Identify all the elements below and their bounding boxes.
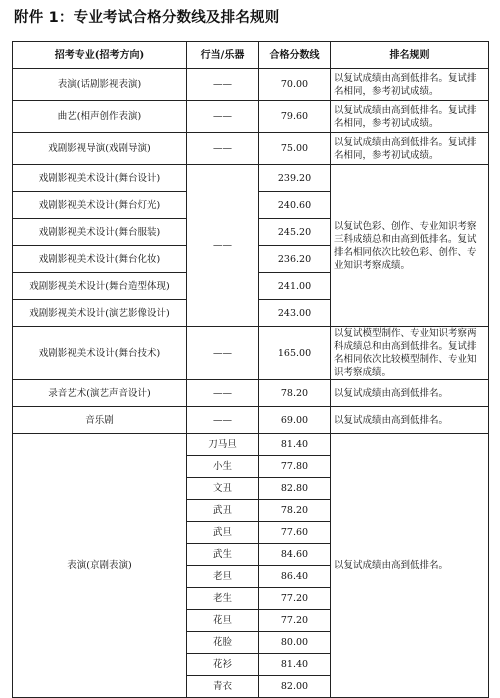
table-row <box>13 101 489 133</box>
major-cell: 表演(京剧表演) <box>13 434 187 698</box>
major-cell: 戏剧影视美术设计(舞台化妆) <box>13 246 187 273</box>
role-cell: 老旦 <box>187 566 259 588</box>
role-cell: —— <box>187 165 259 327</box>
major-cell: 录音艺术(演艺声音设计) <box>13 380 187 407</box>
table-row <box>13 327 489 380</box>
role-cell: 小生 <box>187 456 259 478</box>
major-cell: 戏剧影视美术设计(舞台服装) <box>13 219 187 246</box>
score-cell: 241.00 <box>259 273 331 300</box>
rule-cell: 以复试色彩、创作、专业知识考察三科成绩总和由高到低排名。复试排名相同依次比较色彩、创作、专业知识考察成绩。 <box>331 165 489 327</box>
score-cell: 240.60 <box>259 192 331 219</box>
table-row <box>13 165 489 192</box>
rule-cell: 以复试成绩由高到低排名。复试排名相同，参考初试成绩。 <box>331 101 489 133</box>
score-cell: 77.20 <box>259 588 331 610</box>
role-cell: 花衫 <box>187 654 259 676</box>
role-cell: 武丑 <box>187 500 259 522</box>
role-cell: 花旦 <box>187 610 259 632</box>
table-header-row <box>13 42 489 69</box>
major-cell: 戏剧影视美术设计(舞台技术) <box>13 327 187 380</box>
score-cell: 78.20 <box>259 380 331 407</box>
score-cell: 81.40 <box>259 654 331 676</box>
major-cell: 戏剧影视美术设计(舞台造型体现) <box>13 273 187 300</box>
role-cell: —— <box>187 101 259 133</box>
score-cell: 81.40 <box>259 434 331 456</box>
rule-cell: 以复试成绩由高到低排名。复试排名相同，参考初试成绩。 <box>331 133 489 165</box>
score-cell: 165.00 <box>259 327 331 380</box>
role-cell: —— <box>187 133 259 165</box>
major-cell: 音乐剧 <box>13 407 187 434</box>
major-cell: 戏剧影视美术设计(舞台设计) <box>13 165 187 192</box>
role-cell: 青衣 <box>187 676 259 698</box>
score-cell: 243.00 <box>259 300 331 327</box>
role-cell: —— <box>187 407 259 434</box>
score-cell: 245.20 <box>259 219 331 246</box>
score-cell: 70.00 <box>259 69 331 101</box>
major-cell: 曲艺(相声创作表演) <box>13 101 187 133</box>
score-cell: 77.60 <box>259 522 331 544</box>
header-rule: 排名规则 <box>331 42 489 69</box>
score-cell: 77.80 <box>259 456 331 478</box>
score-cell: 86.40 <box>259 566 331 588</box>
header-score: 合格分数线 <box>259 42 331 69</box>
score-cell: 82.00 <box>259 676 331 698</box>
role-cell: 文丑 <box>187 478 259 500</box>
page-title: 附件 1：专业考试合格分数线及排名规则 <box>14 10 280 26</box>
major-cell: 戏剧影视美术设计(演艺影像设计) <box>13 300 187 327</box>
table-row <box>13 69 489 101</box>
role-cell: 刀马旦 <box>187 434 259 456</box>
score-table <box>12 41 489 698</box>
score-cell: 75.00 <box>259 133 331 165</box>
score-cell: 236.20 <box>259 246 331 273</box>
role-cell: —— <box>187 69 259 101</box>
table-row <box>13 434 489 456</box>
score-cell: 82.80 <box>259 478 331 500</box>
score-cell: 84.60 <box>259 544 331 566</box>
score-cell: 80.00 <box>259 632 331 654</box>
score-cell: 79.60 <box>259 101 331 133</box>
table-row <box>13 133 489 165</box>
header-major: 招考专业(招考方向) <box>13 42 187 69</box>
major-cell: 表演(话剧影视表演) <box>13 69 187 101</box>
role-cell: —— <box>187 380 259 407</box>
score-cell: 69.00 <box>259 407 331 434</box>
major-cell: 戏剧影视美术设计(舞台灯光) <box>13 192 187 219</box>
rule-cell: 以复试成绩由高到低排名。复试排名相同，参考初试成绩。 <box>331 69 489 101</box>
header-role: 行当/乐器 <box>187 42 259 69</box>
rule-cell: 以复试模型制作、专业知识考察两科成绩总和由高到低排名。复试排名相同依次比较模型制作、专业知识考察成绩。 <box>331 327 489 380</box>
role-cell: —— <box>187 327 259 380</box>
rule-cell: 以复试成绩由高到低排名。 <box>331 407 489 434</box>
rule-cell: 以复试成绩由高到低排名。 <box>331 434 489 698</box>
role-cell: 花脸 <box>187 632 259 654</box>
major-cell: 戏剧影视导演(戏剧导演) <box>13 133 187 165</box>
score-cell: 77.20 <box>259 610 331 632</box>
role-cell: 老生 <box>187 588 259 610</box>
score-cell: 78.20 <box>259 500 331 522</box>
rule-cell: 以复试成绩由高到低排名。 <box>331 380 489 407</box>
score-cell: 239.20 <box>259 165 331 192</box>
table-row <box>13 407 489 434</box>
role-cell: 武生 <box>187 544 259 566</box>
role-cell: 武旦 <box>187 522 259 544</box>
table-row <box>13 380 489 407</box>
